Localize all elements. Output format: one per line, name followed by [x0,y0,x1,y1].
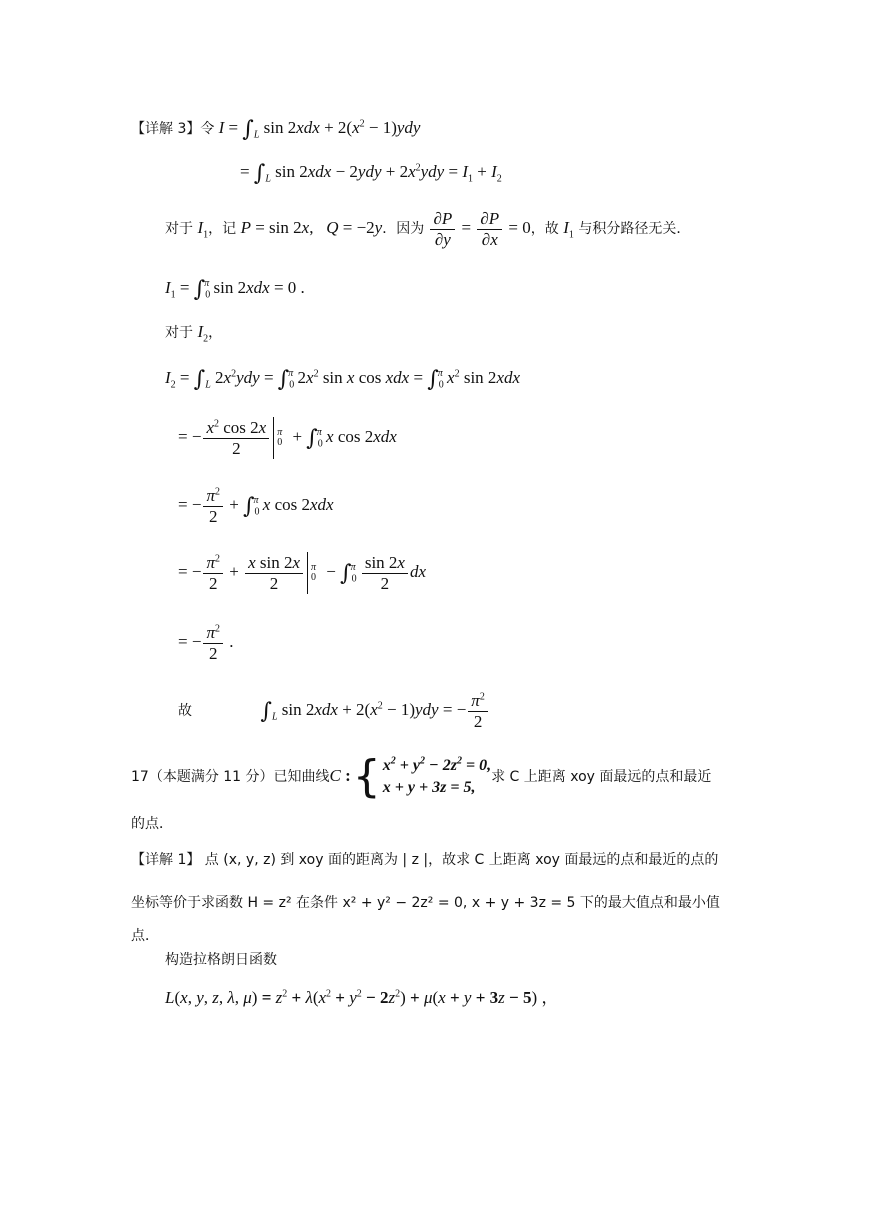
conclusion-label: 故 [178,703,192,719]
I2-step-2: = − $\frac{x^2 \cos 2x}{2}$ π 0 + $\int_0^\pi$ x cos 2xdx [178,417,397,458]
detail1-line3: 点． [131,928,159,944]
problem-17-statement: 17（本题满分 11 分）已知曲线C :{ $x^2 + y^2 - 2z^2 = 0$, x + y + 3z = 5, 求 C 上距离 xoy 面最远的点和最近 [131,751,712,802]
I1-path-independence: 对于 $I_1$，记 P = sin 2x, Q = −2y．因为 $\frac{\partial P}{\partial y}$ = $\frac{\partial P}{\partial x}$ = 0，故 $I_1$ 与积分路径无关． [165,208,691,249]
problem-17-cont: 的点． [131,816,173,832]
I2-step-1: $I_2 = \int_L$ $2x^2ydy = \int_0^\pi$ $2x^2$ sin x cos xdx = $\int_0^\pi$ $x^2$ sin 2xdx [165,367,521,392]
detail1-line4: 构造拉格朗日函数 [165,952,277,968]
lagrange-function: L(x, y, z, λ, $\mu) = z^2 + \lambda(x^2 + y^2 - 2z^2) + \mu(x + y + 3z - 5)$ ， [165,988,559,1007]
detail3-heading-line: 【详解 3】令 $I = \int_L$ $\sin 2xdx + 2(x^2 - 1)ydy$ [131,117,421,142]
I2-step-4: = − $\frac{\pi^2}{2}$ + $\frac{\text{x sin 2x}}{2}$ π 0 − $\int_0^\pi$ $\frac{\sin 2x}{2}$ dx [178,552,427,593]
problem-17-prefix: 17（本题满分 11 分）已知曲线 [131,769,330,785]
I2-step-3: = − $\frac{\pi^2}{2}$ + $\int_0^\pi$ x cos 2xdx [178,485,334,526]
I2-intro: 对于 $I_2$， [165,322,223,345]
conclusion-line: 故 $\int_L$ $\sin 2xdx + 2(x^2 - 1)ydy$ = − $\frac{\pi^2}{2}$ [178,688,490,734]
I1-value: $I_1 = \int_0^\pi$ sin 2xdx = 0 . [165,277,305,302]
I2-step-5: = − $\frac{\pi^2}{2}$ . [178,622,234,663]
I-split-equation: = $\int_L$ $\sin 2xdx - 2ydy + 2x^2ydy = I_1 + I_2$ [240,161,502,186]
detail1-line1: 【详解 1】 点 (x, y, z) 到 xoy 面的距离为 | z |，故求 C 上距离 xoy 面最远的点和最近的点的 [131,852,719,868]
detail1-line2: 坐标等价于求函数 H = z² 在条件 x² + y² − 2z² = 0, x + y + 3z = 5 下的最大值点和最小值 [131,895,720,911]
problem-17-suffix: 求 C 上距离 xoy 面最远的点和最近 [491,769,712,785]
detail3-label: 【详解 3】令 [131,121,215,137]
